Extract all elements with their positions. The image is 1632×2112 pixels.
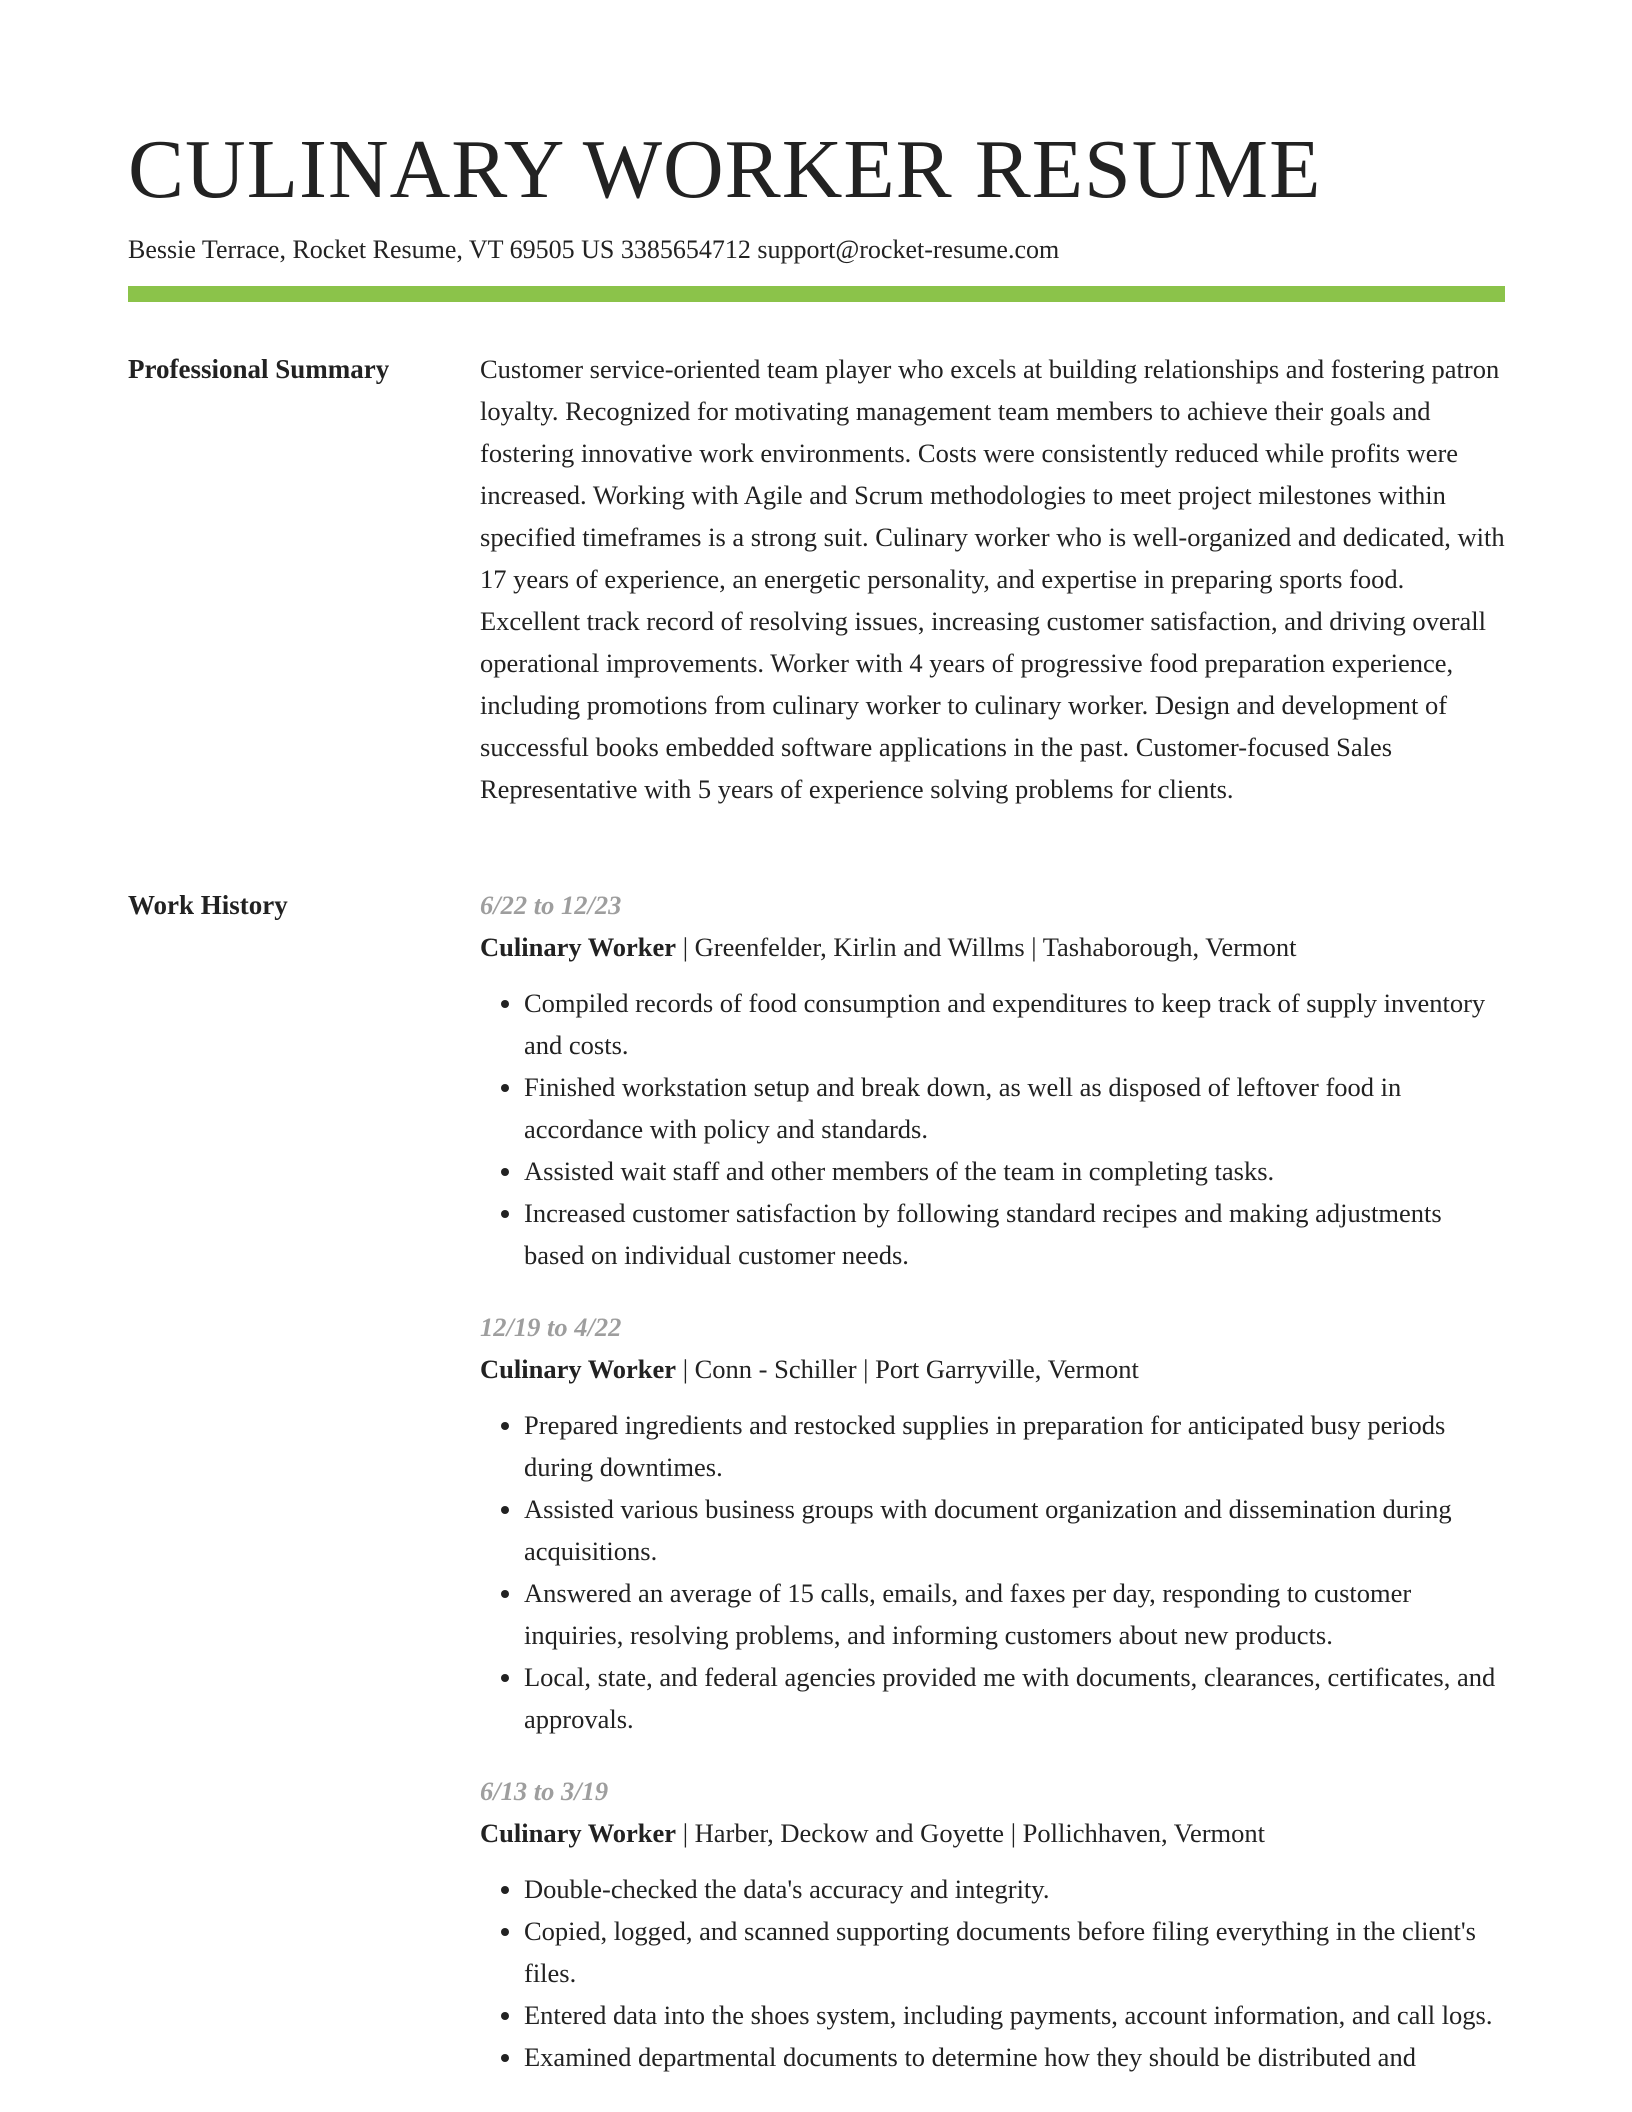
job-bullet: • Double-checked the data's accuracy and integrity.: [524, 1868, 1505, 1910]
job-bullet: • Answered an average of 15 calls, emails, and faxes per day, responding to customer inquiries, resolving problems, and informing customers about new products.: [524, 1572, 1505, 1656]
job-line: [480, 1812, 1505, 1854]
job-bullets: [480, 1868, 1505, 2078]
work-history-label: Work History: [128, 890, 288, 920]
resume-title: CULINARY WORKER RESUME: [128, 123, 1322, 216]
summary-body: [480, 348, 1505, 810]
job-dates: 12/19 to 4/22: [480, 1312, 622, 1342]
job-bullet: • Copied, logged, and scanned supporting documents before filing everything in the client's files.: [524, 1910, 1505, 1994]
job-bullet: • Compiled records of food consumption and expenditures to keep track of supply inventory and costs.: [524, 982, 1505, 1066]
job-title: Culinary Worker: [480, 932, 677, 962]
job-details: | Greenfelder, Kirlin and Willms | Tashaborough, Vermont: [676, 932, 1297, 962]
job-dates: 6/22 to 12/23: [480, 890, 622, 920]
job-bullet: • Prepared ingredients and restocked supplies in preparation for anticipated busy periods during downtimes.: [524, 1404, 1505, 1488]
work-history-body: [480, 884, 1505, 2108]
job-bullet: • Examined departmental documents to determine how they should be distributed and: [524, 2036, 1505, 2078]
job-bullet: • Entered data into the shoes system, including payments, account information, and call logs.: [524, 1994, 1505, 2036]
header-divider: [128, 286, 1505, 302]
job-bullet: • Assisted wait staff and other members of the team in completing tasks.: [524, 1150, 1505, 1192]
job-dates: 6/13 to 3/19: [480, 1776, 609, 1806]
summary-text: Customer service-oriented team player who excels at building relationships and fostering patron loyalty. Recognized for motivating management team members to achieve their goals and fostering innovative work environments. Costs were consistently reduced while profits were increased. Working with Agile and Scrum methodologies to meet project milestones within specified timeframes is a strong suit. Culinary worker who is well-organized and dedicated, with 17 years of experience, an energetic personality, and expertise in preparing sports food. Excellent track record of resolving issues, increasing customer satisfaction, and driving overall operational improvements. Worker with 4 years of progressive food preparation experience, including promotions from culinary worker to culinary worker. Design and development of successful books embedded software applications in the past. Customer-focused Sales Representative with 5 years of experience solving problems for clients.: [480, 354, 1505, 804]
job-line: [480, 926, 1505, 968]
summary-label: Professional Summary: [128, 354, 390, 384]
job-line: [480, 1348, 1505, 1390]
job-details: | Conn - Schiller | Port Garryville, Vermont: [676, 1354, 1139, 1384]
job-entry: [480, 1770, 1505, 2078]
job-bullets: [480, 1404, 1505, 1740]
job-bullet: • Finished workstation setup and break down, as well as disposed of leftover food in accordance with policy and standards.: [524, 1066, 1505, 1150]
contact-line: Bessie Terrace, Rocket Resume, VT 69505 US 3385654712 support@rocket-resume.com: [128, 235, 1060, 264]
job-bullets: [480, 982, 1505, 1276]
job-entry: [480, 1306, 1505, 1740]
job-entry: [480, 884, 1505, 1276]
job-bullet: • Increased customer satisfaction by following standard recipes and making adjustments based on individual customer needs.: [524, 1192, 1505, 1276]
job-title: Culinary Worker: [480, 1818, 677, 1848]
job-bullet: • Assisted various business groups with document organization and dissemination during acquisitions.: [524, 1488, 1505, 1572]
job-bullet: • Local, state, and federal agencies provided me with documents, clearances, certificates, and approvals.: [524, 1656, 1505, 1740]
job-title: Culinary Worker: [480, 1354, 677, 1384]
job-details: | Harber, Deckow and Goyette | Pollichhaven, Vermont: [676, 1818, 1266, 1848]
